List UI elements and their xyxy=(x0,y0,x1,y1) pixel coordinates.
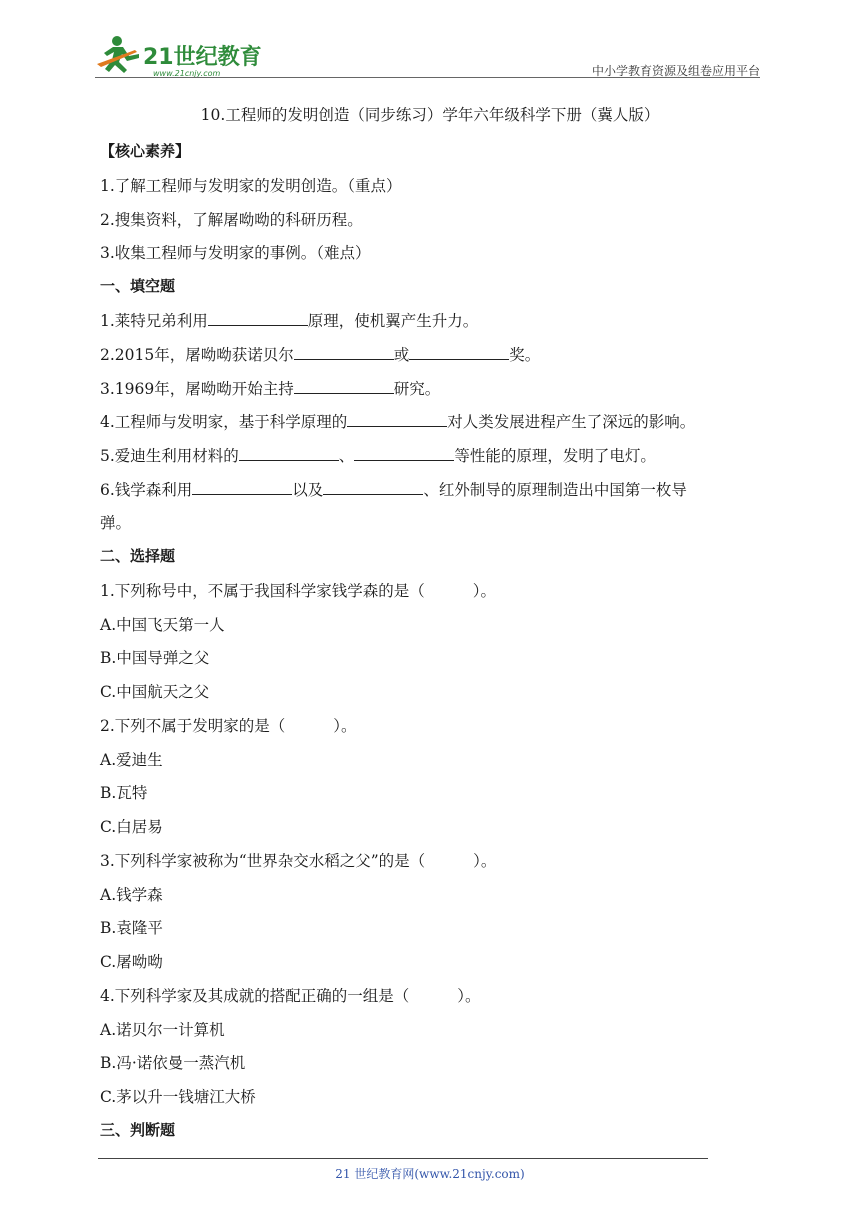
fill-q2: 2.2015年，屠呦呦获诺贝尔 或 奖。 xyxy=(100,346,541,364)
answer-blank[interactable] xyxy=(239,446,339,461)
logo-text: 21世纪教育 xyxy=(143,45,262,70)
core-item-3: 3.收集工程师与发明家的事例。（难点） xyxy=(100,244,371,262)
choice-q3-option[interactable]: B.袁隆平 xyxy=(100,919,163,937)
choice-q4: 4.下列科学家及其成就的搭配正确的一组是（ ）。 xyxy=(100,987,481,1005)
logo xyxy=(95,34,265,78)
answer-blank[interactable] xyxy=(347,412,447,427)
page-header xyxy=(95,30,760,80)
choice-q1: 1.下列称号中，不属于我国科学家钱学森的是（ ）。 xyxy=(100,582,497,600)
footer-rule xyxy=(98,1158,708,1159)
choice-q2: 2.下列不属于发明家的是（ ）。 xyxy=(100,717,357,735)
fill-q6-cont: 弹。 xyxy=(100,514,132,532)
judge-heading: 三、判断题 xyxy=(100,1121,176,1139)
choice-q4-option[interactable]: B.冯·诺依曼一蒸汽机 xyxy=(100,1054,246,1072)
answer-blank[interactable] xyxy=(354,446,454,461)
header-rule xyxy=(95,77,760,78)
choice-q1-option[interactable]: C.中国航天之父 xyxy=(100,683,210,701)
core-item-2: 2.搜集资料，了解屠呦呦的科研历程。 xyxy=(100,211,363,229)
choice-q1-option[interactable]: B.中国导弹之父 xyxy=(100,649,210,667)
answer-blank[interactable] xyxy=(323,480,423,495)
choice-q2-option[interactable]: B.瓦特 xyxy=(100,784,148,802)
choice-q2-option[interactable]: A.爱迪生 xyxy=(100,751,163,769)
fill-q5: 5.爱迪生利用材料的 、 等性能的原理，发明了电灯。 xyxy=(100,447,656,465)
choice-q3-option[interactable]: C.屠呦呦 xyxy=(100,953,163,971)
answer-blank[interactable] xyxy=(409,345,509,360)
fill-q6: 6.钱学森利用 以及 、红外制导的原理制造出中国第一枚导 xyxy=(100,481,687,499)
logo-url: www.21cnjy.com xyxy=(153,69,221,78)
choice-heading: 二、选择题 xyxy=(100,547,176,565)
choice-q1-option[interactable]: A.中国飞天第一人 xyxy=(100,616,225,634)
fill-heading: 一、填空题 xyxy=(100,277,176,295)
choice-q4-option[interactable]: C.茅以升一钱塘江大桥 xyxy=(100,1088,256,1106)
fill-q4: 4.工程师与发明家，基于科学原理的 对人类发展进程产生了深远的影响。 xyxy=(100,413,696,431)
footer-link[interactable]: 21 世纪教育网(www.21cnjy.com) xyxy=(335,1167,525,1181)
core-item-1: 1.了解工程师与发明家的发明创造。（重点） xyxy=(100,177,402,195)
answer-blank[interactable] xyxy=(294,379,394,394)
answer-blank[interactable] xyxy=(208,311,308,326)
fill-q1: 1.莱特兄弟利用 原理，使机翼产生升力。 xyxy=(100,312,479,330)
site-tagline: 中小学教育资源及组卷应用平台 xyxy=(591,64,760,78)
answer-blank[interactable] xyxy=(294,345,394,360)
choice-q4-option[interactable]: A.诺贝尔一计算机 xyxy=(100,1021,225,1039)
page-title: 10.工程师的发明创造（同步练习）学年六年级科学下册（冀人版） xyxy=(200,106,660,124)
choice-q3: 3.下列科学家被称为“世界杂交水稻之父”的是（ ）。 xyxy=(100,852,497,870)
runner-icon xyxy=(97,36,139,73)
core-heading: 【核心素养】 xyxy=(100,142,191,160)
choice-q3-option[interactable]: A.钱学森 xyxy=(100,886,163,904)
answer-blank[interactable] xyxy=(192,480,292,495)
fill-q3: 3.1969年，屠呦呦开始主持 研究。 xyxy=(100,380,441,398)
choice-q2-option[interactable]: C.白居易 xyxy=(100,818,163,836)
